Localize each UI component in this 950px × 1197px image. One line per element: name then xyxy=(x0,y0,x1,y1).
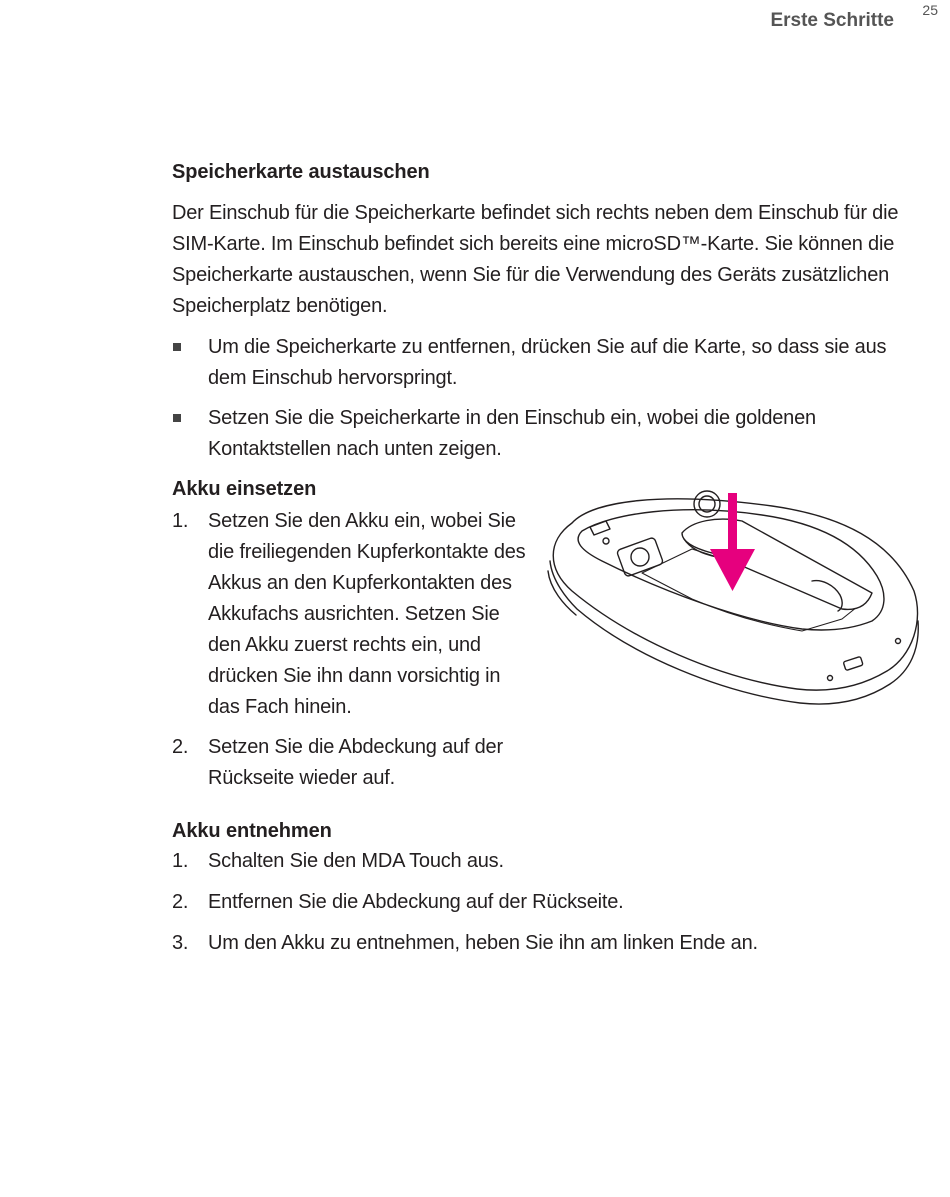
section-title-remove-battery: Akku entnehmen xyxy=(172,820,332,842)
camera-module xyxy=(616,537,663,577)
camera-module-lens xyxy=(631,548,649,566)
step-number: 3. xyxy=(172,932,189,954)
insert-arrow-head xyxy=(710,549,755,591)
step-text: Setzen Sie den Akku ein, wobei Sie die freiliegenden Kupferkontakte des Akkus an den Kupferkontakten des Akkufachs ausrichten. Setzen Sie den Akku zuerst rechts ein, und drücken Sie ihn dann vorsichtig in das Fach hinein. xyxy=(208,510,526,718)
bullet-item xyxy=(172,332,902,394)
bullet-item xyxy=(172,403,902,465)
bullet-text: Um die Speicherkarte zu entfernen, drücken Sie auf die Karte, so dass sie aus dem Einschub hervorspringt. xyxy=(208,336,887,389)
insert-battery-block xyxy=(172,506,902,794)
section-title-memory-card: Speicherkarte austauschen xyxy=(172,161,430,183)
running-header: Erste Schritte xyxy=(770,10,894,31)
page-content xyxy=(172,157,902,969)
battery-pack xyxy=(682,519,872,609)
insert-arrow-shaft xyxy=(728,493,737,555)
memory-card-bullet-list xyxy=(172,332,902,465)
step-item xyxy=(172,506,527,723)
step-item xyxy=(172,732,527,794)
page-number: 25 xyxy=(922,2,938,18)
step-number: 2. xyxy=(172,736,189,758)
insert-battery-steps xyxy=(172,506,527,794)
step-item xyxy=(172,887,902,918)
phone-body-edge-lower xyxy=(548,571,576,615)
square-bullet-icon xyxy=(173,414,181,422)
side-hole-right xyxy=(896,639,901,644)
usb-port xyxy=(843,656,863,670)
square-bullet-icon xyxy=(173,343,181,351)
step-text: Um den Akku zu entnehmen, heben Sie ihn am linken Ende an. xyxy=(208,932,758,954)
mic-hole xyxy=(603,538,609,544)
memory-card-intro: Der Einschub für die Speicherkarte befindet sich rechts neben dem Einschub für die SIM-Karte. Im Einschub befindet sich bereits eine microSD™-Karte. Sie können die Speicherkarte austauschen, wenn Sie für die Verwendung des Geräts zusätzlichen Speicherplatz benötigen. xyxy=(172,202,899,317)
step-number: 2. xyxy=(172,891,189,913)
step-item xyxy=(172,928,902,959)
battery-insertion-illustration xyxy=(542,481,922,721)
bullet-text: Setzen Sie die Speicherkarte in den Einschub ein, wobei die goldenen Kontaktstellen nach unten zeigen. xyxy=(208,407,816,460)
step-text: Schalten Sie den MDA Touch aus. xyxy=(208,850,504,872)
remove-battery-steps xyxy=(172,846,902,959)
step-number: 1. xyxy=(172,510,189,532)
speaker-slot xyxy=(590,521,610,535)
step-item xyxy=(172,846,902,877)
step-number: 1. xyxy=(172,850,189,872)
camera-lens-outer xyxy=(694,491,720,517)
section-title-insert-battery: Akku einsetzen xyxy=(172,478,317,500)
side-hole xyxy=(828,676,833,681)
step-text: Setzen Sie die Abdeckung auf der Rückseite wieder auf. xyxy=(208,736,503,789)
step-text: Entfernen Sie die Abdeckung auf der Rückseite. xyxy=(208,891,624,913)
